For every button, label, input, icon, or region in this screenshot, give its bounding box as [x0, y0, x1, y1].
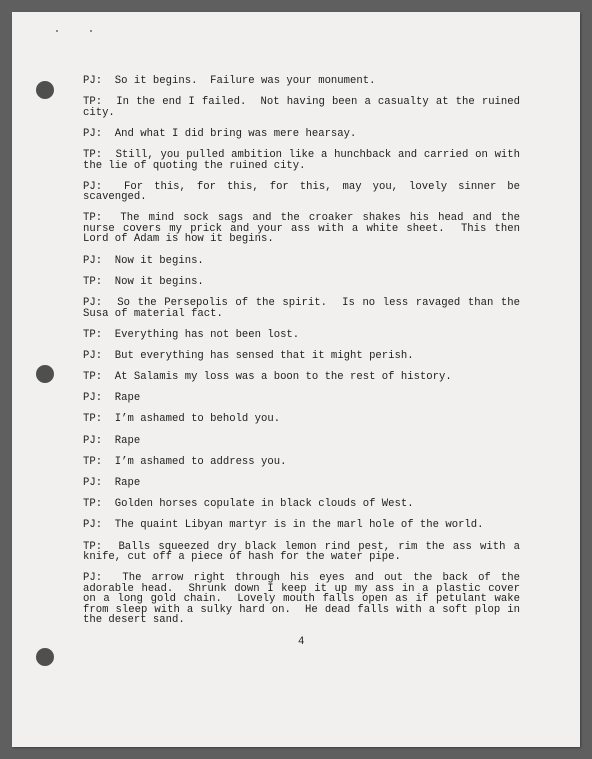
dialogue-line: TP: Still, you pulled ambition like a hunchback and carried on with the lie of quoting the ruined city. [83, 149, 527, 172]
punch-hole [36, 648, 54, 666]
dialogue-line: PJ: For this, for this, for this, may you, lovely sinner be scavenged. [83, 180, 527, 204]
dialogue-line: PJ: The quaint Libyan martyr is in the marl hole of the world. [83, 519, 484, 532]
dialogue-line: TP: Balls squeezed dry black lemon rind pest, rim the ass with a knife, cut off a piece of hash for the water pipe. [83, 540, 527, 564]
punch-hole [36, 365, 54, 383]
dialogue-line: TP: I’m ashamed to address you. [83, 455, 287, 468]
paper-speck [56, 30, 58, 32]
dialogue-line: TP: Golden horses copulate in black clouds of West. [83, 498, 414, 511]
dialogue-line: PJ: But everything has sensed that it might perish. [83, 349, 414, 362]
dialogue-line: PJ: So it begins. Failure was your monument. [83, 75, 376, 87]
dialogue-line: TP: Now it begins. [83, 275, 204, 288]
paper-speck [90, 30, 92, 32]
dialogue-line: PJ: Rape [83, 434, 141, 447]
dialogue-line: PJ: The arrow right through his eyes and out the back of the adorable head. Shrunk down I keep it up my ass in a plastic cover on a long gold chain. Lovely mouth falls open as if petulant wake from sleep with a sulky hard on. He dead falls with a soft plop in the desert sand. [83, 572, 527, 627]
dialogue-line: PJ: Now it begins. [83, 254, 204, 267]
page-number: 4 [298, 636, 305, 648]
dialogue-line: TP: At Salamis my loss was a boon to the rest of history. [83, 371, 452, 384]
dialogue-line: TP: Everything has not been lost. [83, 328, 300, 341]
dialogue-line: PJ: And what I did bring was mere hearsay. [83, 127, 357, 140]
dialogue-line: PJ: Rape [83, 477, 141, 489]
dialogue-line: TP: I’m ashamed to behold you. [83, 413, 281, 426]
dialogue-line: TP: The mind sock sags and the croaker shakes his head and the nurse covers my prick and your ass with a white sheet. This then Lord of Adam is how it begins. [83, 212, 527, 246]
dialogue-line: TP: In the end I failed. Not having been a casualty at the ruined city. [83, 96, 527, 119]
dialogue-line: PJ: So the Persepolis of the spirit. Is no less ravaged than the Susa of material fact. [83, 297, 527, 320]
document-page [12, 12, 580, 747]
punch-hole [36, 81, 54, 99]
dialogue-transcript [83, 75, 527, 627]
dialogue-line: PJ: Rape [83, 392, 141, 405]
